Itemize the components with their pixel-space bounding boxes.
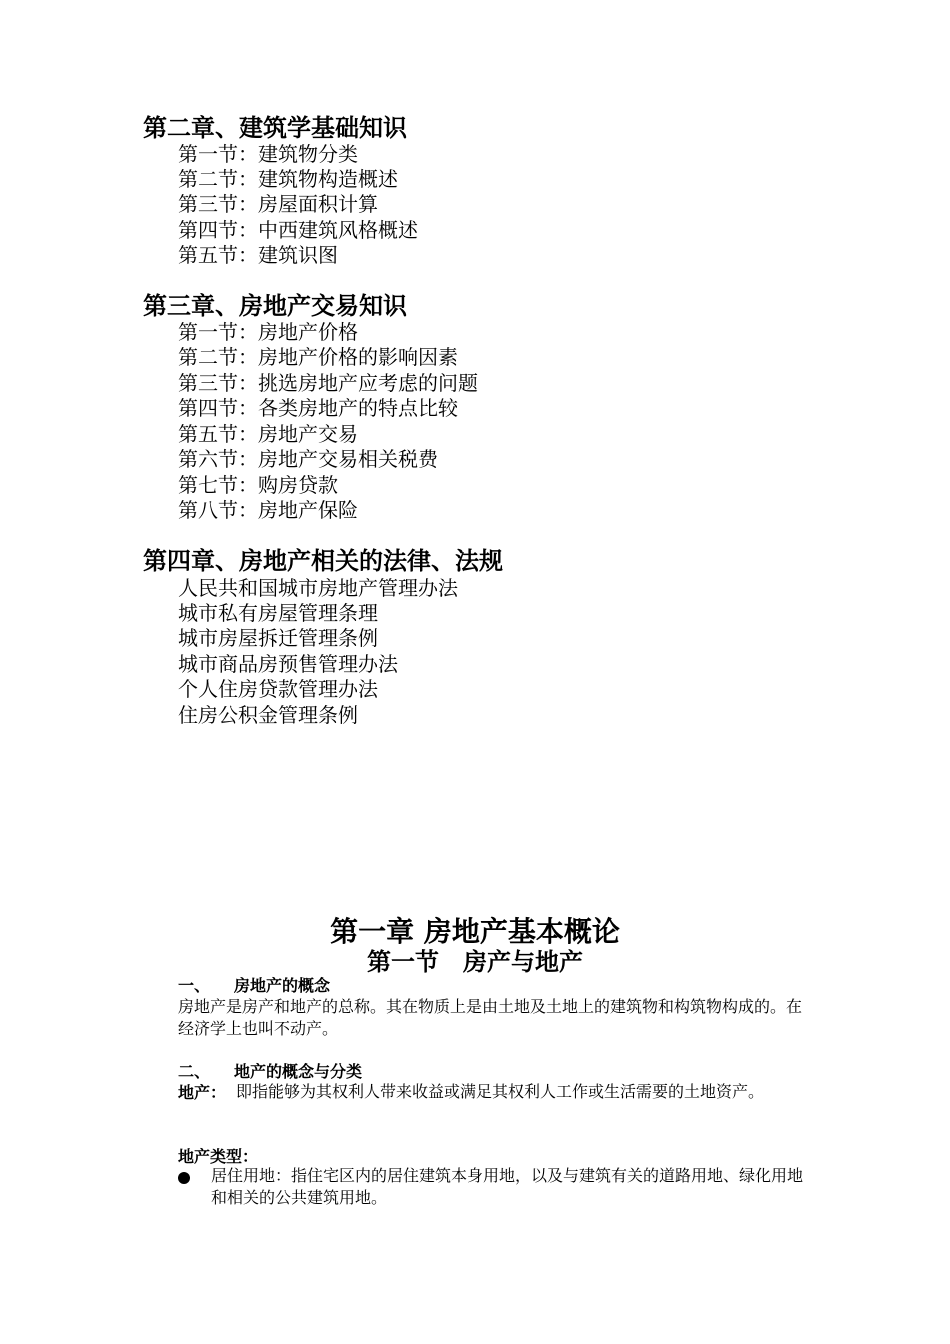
point-1-number: 一、 <box>178 976 211 995</box>
toc-ch3-item: 第四节：各类房地产的特点比较 <box>178 396 458 420</box>
toc-ch2-item: 第一节：建筑物分类 <box>178 142 358 166</box>
point-1-text: 房地产是房产和地产的总称。其在物质上是由土地及土地上的建筑物和构筑物构成的。在经济学上也叫不动产。 <box>178 997 803 1038</box>
point-2-term: 地产： <box>178 1083 227 1102</box>
section-title: 第一节 房产与地产 <box>367 948 583 976</box>
types-heading: 地产类型： <box>178 1147 259 1166</box>
toc-ch4-item: 城市私有房屋管理条理 <box>178 601 378 625</box>
toc-ch3-item: 第六节：房地产交易相关税费 <box>178 447 438 471</box>
toc-ch3-item: 第五节：房地产交易 <box>178 422 358 446</box>
toc-ch3-item: 第二节：房地产价格的影响因素 <box>178 345 458 369</box>
toc-ch2-item: 第五节：建筑识图 <box>178 243 338 267</box>
toc-ch4-item: 个人住房贷款管理办法 <box>178 677 378 701</box>
bullet-text: 居住用地：指住宅区内的居住建筑本身用地，以及与建筑有关的道路用地、绿化用地和相关的公共建筑用地。 <box>211 1166 804 1207</box>
point-2-number: 二、 <box>178 1062 211 1081</box>
toc-ch2-item: 第三节：房屋面积计算 <box>178 192 378 216</box>
toc-ch3-item: 第八节：房地产保险 <box>178 498 358 522</box>
chapter-title: 第一章 房地产基本概论 <box>330 915 620 948</box>
point-2-heading: 地产的概念与分类 <box>234 1062 363 1081</box>
toc-ch4-item: 城市房屋拆迁管理条例 <box>178 626 378 650</box>
point-1-heading: 房地产的概念 <box>234 976 331 995</box>
toc-chapter-2-title: 第二章、建筑学基础知识 <box>143 114 407 142</box>
toc-ch3-item: 第一节：房地产价格 <box>178 320 358 344</box>
toc-ch4-item: 人民共和国城市房地产管理办法 <box>178 576 458 600</box>
toc-ch4-item: 住房公积金管理条例 <box>178 703 358 727</box>
toc-ch2-item: 第四节：中西建筑风格概述 <box>178 218 418 242</box>
toc-ch2-item: 第二节：建筑物构造概述 <box>178 167 398 191</box>
bullet-icon <box>178 1172 190 1184</box>
toc-ch4-item: 城市商品房预售管理办法 <box>178 652 398 676</box>
toc-chapter-4-title: 第四章、房地产相关的法律、法规 <box>143 547 503 575</box>
point-2-text: 即指能够为其权利人带来收益或满足其权利人工作或生活需要的土地资产。 <box>236 1082 765 1101</box>
toc-ch3-item: 第七节：购房贷款 <box>178 473 338 497</box>
toc-ch3-item: 第三节：挑选房地产应考虑的问题 <box>178 371 478 395</box>
toc-chapter-3-title: 第三章、房地产交易知识 <box>143 292 407 320</box>
